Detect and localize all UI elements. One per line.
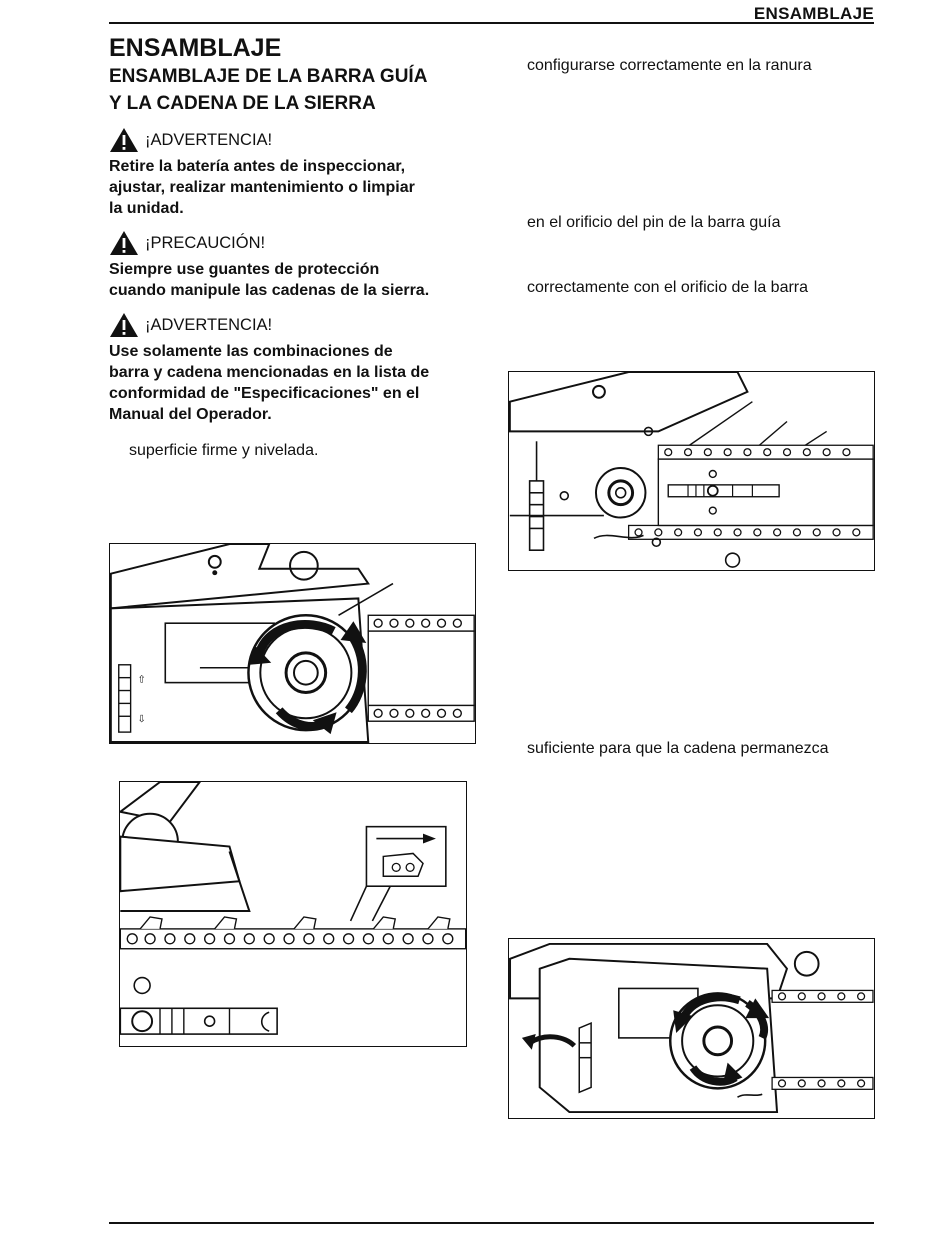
right-text-2: en el orificio del pin de la barra guía [527,214,781,231]
svg-text:⇩: ⇩ [137,714,146,726]
caution-block [109,230,481,301]
warning-line: Manual del Operador. [109,406,272,423]
cover-knob-tighten-illustration [509,939,874,1118]
warning-title: ¡ADVERTENCIA! [145,130,273,149]
warning-line: barra y cadena mencionadas en la lista de [109,364,430,381]
chain-upper [368,615,474,631]
right-text-1: configurarse correctamente en la ranura [527,57,812,74]
step-text: superficie firme y nivelada. [129,442,319,459]
warning-line: ajustar, realizar mantenimiento o limpiar [109,179,415,196]
guide-bar-sprocket-illustration [509,372,874,570]
warning-triangle-icon [109,127,139,153]
chain-direction-illustration [120,782,466,1046]
warning-line: Use solamente las combinaciones de [109,343,393,360]
page-title: ENSAMBLAJE [109,34,282,62]
warning-line: Retire la batería antes de inspeccionar, [109,158,406,175]
figure-guide-bar-sprocket [508,371,875,571]
figure-side-cover-knob [109,543,476,744]
saw-chain [772,990,873,1089]
warning-text [109,156,481,219]
warning-triangle-icon [109,312,139,338]
svg-text:⇧: ⇧ [137,674,146,686]
page-header-label: ENSAMBLAJE [753,4,874,23]
warning-block-2 [109,312,481,425]
figure-chain-direction [119,781,467,1047]
warning-line: la unidad. [109,200,184,217]
right-text-3: correctamente con el orificio de la barra [527,279,809,296]
warning-triangle-icon [109,230,139,256]
caution-line: Siempre use guantes de protección [109,261,380,278]
warning-title: ¡ADVERTENCIA! [145,315,273,334]
caution-title: ¡PRECAUCIÓN! [145,233,266,252]
footer-rule [109,1222,874,1224]
chain-lower [368,705,474,721]
warning-line: conformidad de "Especificaciones" en el [109,385,420,402]
left-column [109,34,481,425]
header-rule [109,22,874,24]
caution-line: cuando manipule las cadenas de la sierra. [109,282,430,299]
warning-block-1 [109,127,481,219]
section-title-line1: ENSAMBLAJE DE LA BARRA GUÍA [109,66,428,87]
section-title-line2: Y LA CADENA DE LA SIERRA [109,93,376,114]
saw-chain [120,917,465,949]
caution-text [109,259,481,301]
side-cover-knob-illustration [110,544,475,743]
right-text-4: suficiente para que la cadena permanezca [527,740,829,757]
warning-text [109,341,481,425]
figure-cover-knob-tighten [508,938,875,1119]
